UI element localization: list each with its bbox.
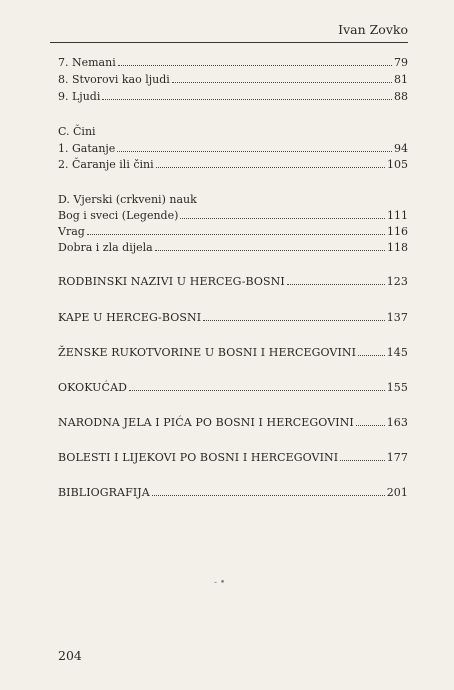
toc-entry: [58, 486, 408, 500]
toc-entry: [58, 73, 408, 87]
toc-entry: [58, 142, 408, 156]
toc-leader-dots: [152, 486, 385, 496]
toc-leader-dots: [356, 416, 385, 426]
toc-leader-dots: [117, 142, 392, 152]
toc-entry-title: 1. Gatanje: [58, 142, 116, 155]
toc-section-heading: C. Čini: [58, 125, 96, 138]
toc-entry-page: 155: [386, 381, 408, 394]
toc-entry-title: BOLESTI I LIJEKOVI PO BOSNI I HERCEGOVINI: [58, 451, 339, 464]
toc-entry-page: 163: [386, 416, 408, 429]
toc-entry-page: 81: [394, 73, 408, 86]
toc-entry: [58, 451, 408, 465]
toc-leader-dots: [203, 311, 385, 321]
toc-entry-title: RODBINSKI NAZIVI U HERCEG-BOSNI: [58, 275, 285, 288]
toc-leader-dots: [156, 158, 385, 168]
toc-entry: [58, 346, 408, 360]
header-author: Ivan Zovko: [338, 22, 408, 37]
toc-entry-title: 8. Stvorovi kao ljudi: [58, 73, 170, 86]
toc-entry-title: Bog i sveci (Legende): [58, 209, 179, 222]
toc-entry-title: BIBLIOGRAFIJA: [58, 486, 150, 499]
toc-entry: [58, 90, 408, 104]
toc-leader-dots: [155, 241, 385, 251]
toc-entry-page: 88: [394, 90, 408, 103]
toc-leader-dots: [287, 275, 385, 285]
running-header: [50, 20, 408, 43]
page-ornament: - •: [214, 578, 226, 588]
toc-entry-title: 2. Čaranje ili čini: [58, 158, 154, 171]
toc-entry: [58, 56, 408, 70]
toc-entry-title: Vrag: [58, 225, 85, 238]
toc-entry-page: 111: [387, 209, 408, 222]
toc-entry: [58, 225, 408, 239]
toc-entry-page: 79: [394, 56, 408, 69]
toc-entry: [58, 241, 408, 255]
toc-leader-dots: [358, 346, 385, 356]
toc-entry-title: OKOKUĆAD: [58, 381, 128, 394]
toc-entry-page: 116: [387, 225, 408, 238]
toc-leader-dots: [87, 225, 385, 235]
toc-entry-title: NARODNA JELA I PIĆA PO BOSNI I HERCEGOVINI: [58, 416, 354, 429]
toc-leader-dots: [340, 451, 384, 461]
toc-leader-dots: [118, 56, 392, 66]
toc-entry: [58, 381, 408, 395]
toc-leader-dots: [172, 73, 392, 83]
toc-entry-page: 201: [386, 486, 408, 499]
toc-entry-page: 94: [394, 142, 408, 155]
toc-entry-page: 177: [386, 451, 408, 464]
toc-entry-title: 7. Nemani: [58, 56, 116, 69]
toc-entry: [58, 275, 408, 289]
toc-entry-title: Dobra i zla dijela: [58, 241, 153, 254]
toc-entry: [58, 209, 408, 223]
toc-entry-title: KAPE U HERCEG-BOSNI: [58, 311, 202, 324]
toc-entry-page: 123: [386, 275, 408, 288]
toc-leader-dots: [180, 209, 385, 219]
toc-entry-title: 9. Ljudi: [58, 90, 101, 103]
toc-entry-title: ŽENSKE RUKOTVORINE U BOSNI I HERCEGOVINI: [58, 346, 357, 359]
toc-entry-page: 118: [387, 241, 408, 254]
toc-entry: [58, 311, 408, 325]
toc-entry-page: 137: [386, 311, 408, 324]
toc-leader-dots: [102, 90, 392, 100]
toc-entry: [58, 158, 408, 172]
page-number: 204: [58, 648, 82, 663]
toc-section-heading: D. Vjerski (crkveni) nauk: [58, 193, 197, 206]
toc-leader-dots: [129, 381, 385, 391]
toc-entry-page: 105: [387, 158, 408, 171]
toc-entry-page: 145: [386, 346, 408, 359]
toc-entry: [58, 416, 408, 430]
